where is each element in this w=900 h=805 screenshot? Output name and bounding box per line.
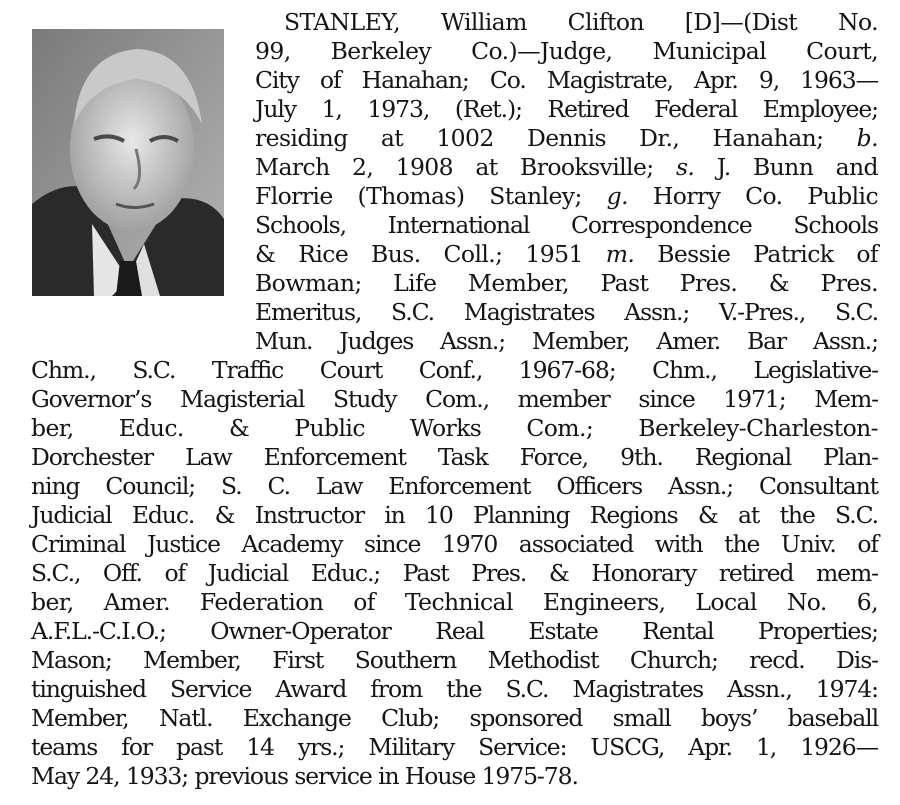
bio-line: March 2, 1908 at Brooksville; s. J. Bunn and [255,153,878,181]
bio-line: Florrie (Thomas) Stanley; g. Horry Co. Public [255,182,879,210]
bio-line: tinguished Service Award from the S.C. Magistrates Assn., 1974: [31,675,878,703]
italic-abbreviation: m. [605,240,635,268]
bio-line [284,8,878,37]
bio-line: Mason; Member, First Southern Methodist Church; recd. Dis- [31,646,878,674]
bio-line: Schools, International Correspondence Schools [255,211,878,239]
bio-line: Dorchester Law Enforcement Task Force, 9th. Regional Plan- [31,443,878,471]
bio-line: 99, Berkeley Co.)—Judge, Municipal Court, [255,37,878,65]
bio-line: S.C., Off. of Judicial Educ.; Past Pres. & Honorary retired mem- [31,559,878,587]
bio-line: July 1, 1973, (Ret.); Retired Federal Employee; [255,95,878,123]
bio-line: Chm., S.C. Traffic Court Conf., 1967-68; Chm., Legislative- [31,356,878,384]
bio-line: Member, Natl. Exchange Club; sponsored small boys’ baseball [31,704,878,732]
bio-line: Judicial Educ. & Instructor in 10 Planning Regions & at the S.C. [31,501,878,529]
italic-abbreviation: g. [606,182,628,210]
bio-line: A.F.L.-C.I.O.; Owner-Operator Real Estate Rental Properties; [31,617,878,645]
entry-name: STANLEY, William Clifton [D]—(Dist No. [284,8,878,36]
portrait-photo [32,29,224,296]
bio-line: teams for past 14 yrs.; Military Service: USCG, Apr. 1, 1926— [31,733,878,761]
bio-line: & Rice Bus. Coll.; 1951 m. Bessie Patrick of [255,240,878,268]
portrait-icon [32,29,224,296]
italic-abbreviation: b. [856,124,878,152]
bio-line: Mun. Judges Assn.; Member, Amer. Bar Assn.; [255,327,878,355]
italic-abbreviation: s. [675,153,695,181]
bio-line: Emeritus, S.C. Magistrates Assn.; V.-Pres., S.C. [255,298,878,326]
bio-line: residing at 1002 Dennis Dr., Hanahan; b. [255,124,878,152]
bio-line: ber, Amer. Federation of Technical Engineers, Local No. 6, [31,588,878,616]
bio-line: Governor’s Magisterial Study Com., member since 1971; Mem- [31,385,878,413]
bio-line: ber, Educ. & Public Works Com.; Berkeley-Charleston- [31,414,878,442]
bio-line: ning Council; S. C. Law Enforcement Officers Assn.; Consultant [31,472,878,500]
bio-line: Bowman; Life Member, Past Pres. & Pres. [255,269,878,297]
bio-line: May 24, 1933; previous service in House 1975-78. [31,762,578,790]
bio-line: City of Hanahan; Co. Magistrate, Apr. 9, 1963— [255,66,878,94]
bio-line: Criminal Justice Academy since 1970 associated with the Univ. of [31,530,878,558]
